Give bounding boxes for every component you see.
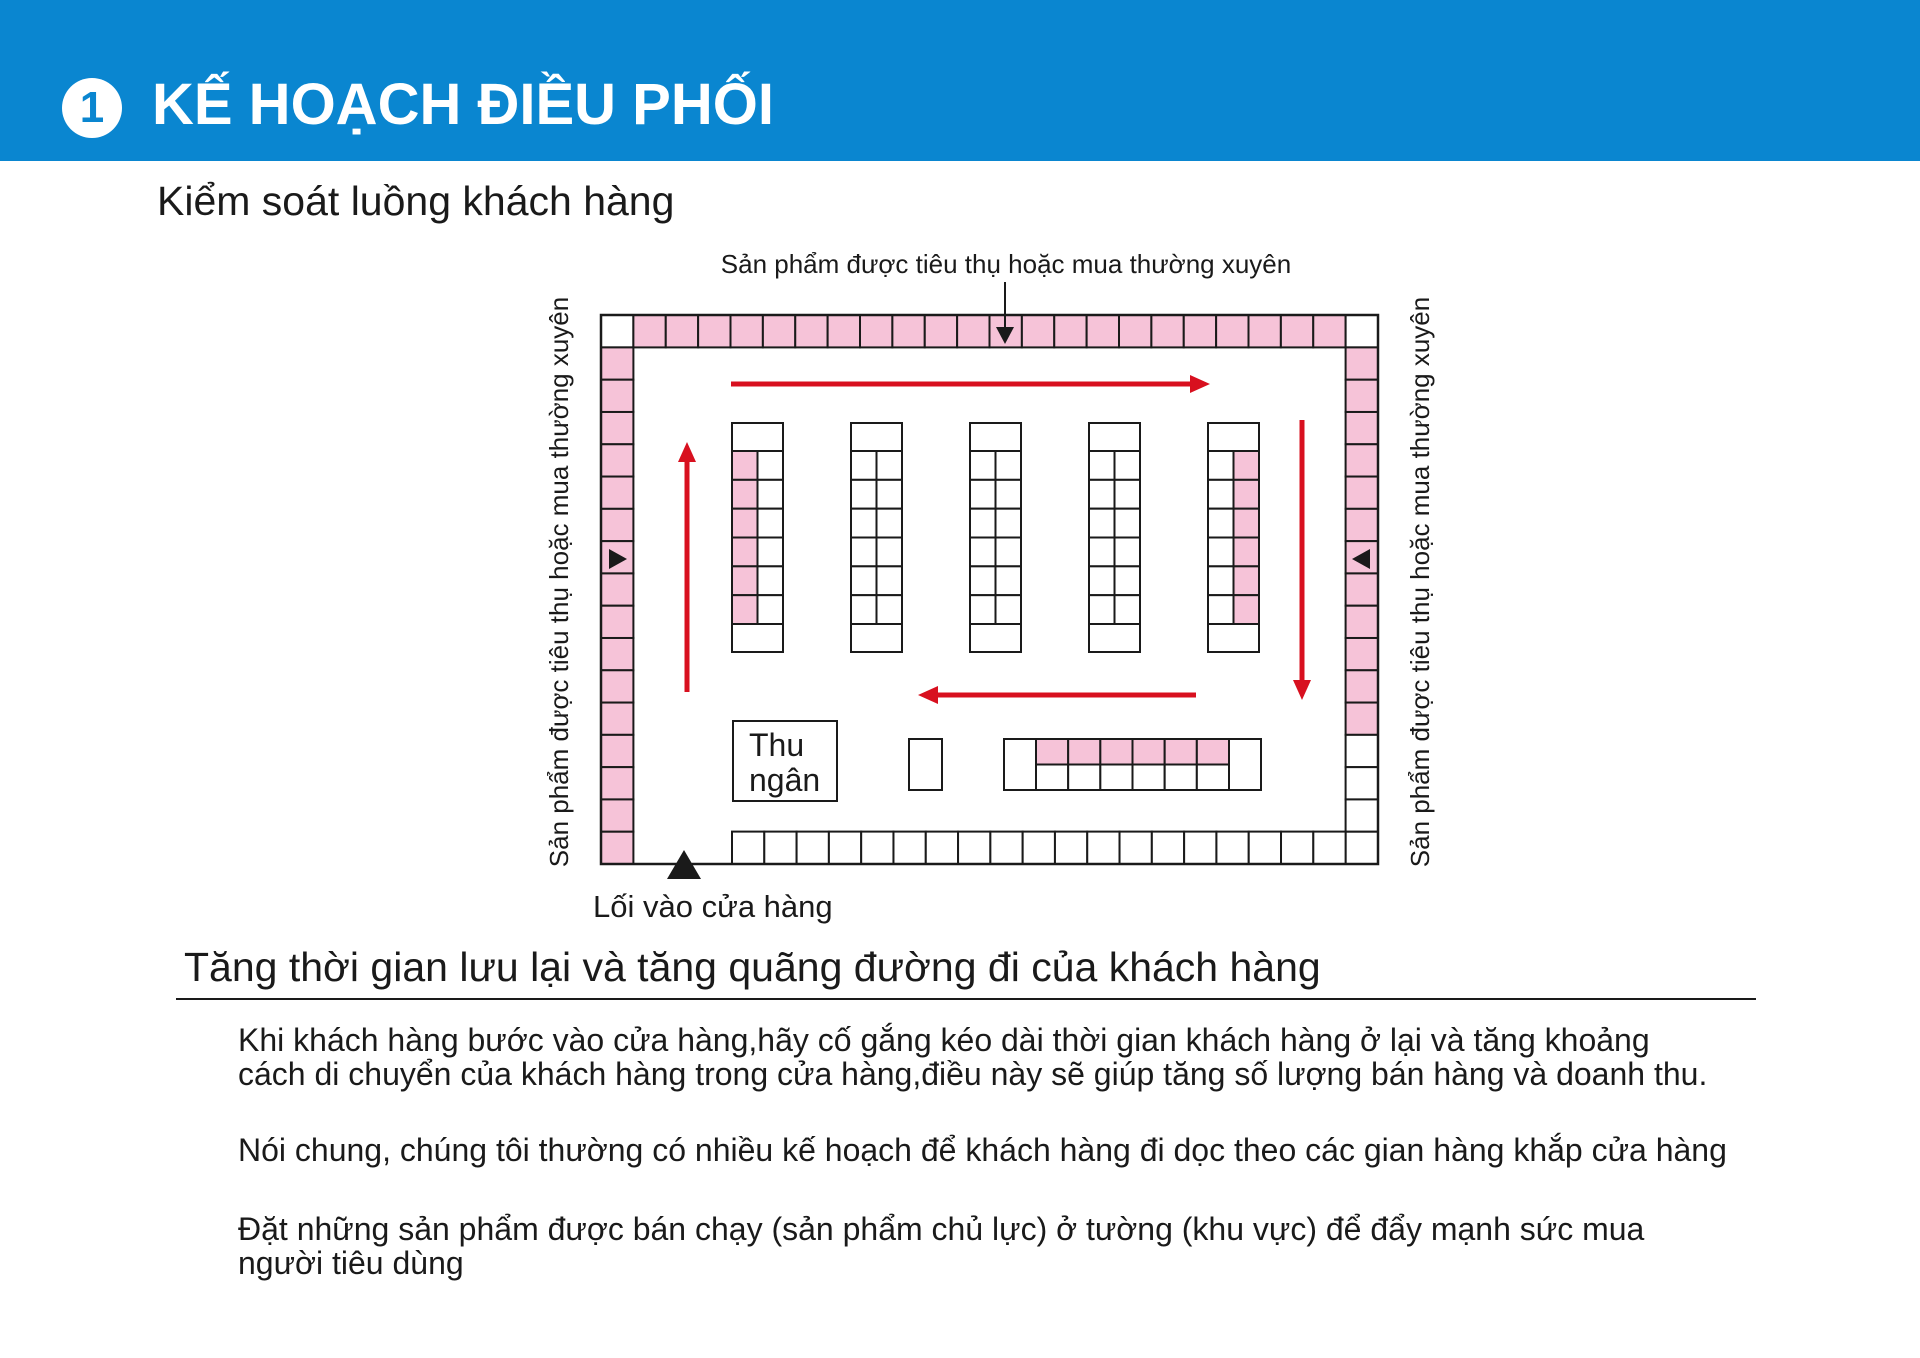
- top-wall-cell: [1119, 315, 1151, 347]
- shelf-cell: [758, 566, 784, 595]
- top-wall-cell: [1022, 315, 1054, 347]
- display-cell: [1036, 739, 1068, 765]
- section2-divider: [176, 998, 1756, 1000]
- section-subtitle: Kiểm soát luồng khách hàng: [157, 178, 675, 224]
- shelf-cell: [1115, 538, 1141, 567]
- bottom-wall-cell: [1184, 832, 1216, 864]
- bottom-wall-cell: [732, 832, 764, 864]
- diagram-right-label: Sản phẩm được tiêu thụ hoặc mua thường xuyên: [1405, 296, 1435, 868]
- bottom-wall-cell: [861, 832, 893, 864]
- bottom-wall-cell: [1055, 832, 1087, 864]
- shelf-cell: [1089, 480, 1115, 509]
- flow-arrow-right-head: [1190, 375, 1210, 393]
- shelf-cell: [1089, 595, 1115, 624]
- top-wall-cell: [860, 315, 892, 347]
- display-cell: [1197, 765, 1229, 791]
- shelf-cell: [877, 595, 903, 624]
- shelf-cell: [1115, 566, 1141, 595]
- right-wall-cell: [1346, 412, 1378, 444]
- bottom-wall-cell: [1313, 832, 1345, 864]
- top-wall-cell: [1184, 315, 1216, 347]
- top-wall-cell: [892, 315, 924, 347]
- left-wall-cell: [601, 670, 633, 702]
- shelf-cell: [877, 566, 903, 595]
- display-cell: [1100, 765, 1132, 791]
- left-wall-cell: [601, 767, 633, 799]
- shelf-cell: [970, 451, 996, 480]
- shelf-cell: [996, 480, 1022, 509]
- paragraph-2-line-1: Nói chung, chúng tôi thường có nhiều kế hoạch để khách hàng đi dọc theo các gian hàng khắp cửa hàng: [238, 1132, 1727, 1168]
- paragraph-1-line-1: Khi khách hàng bước vào cửa hàng,hãy cố gắng kéo dài thời gian khách hàng ở lại và tăng khoảng: [238, 1022, 1650, 1058]
- left-wall-cell: [601, 703, 633, 735]
- shelf-cell: [1115, 595, 1141, 624]
- bottom-wall-cell: [829, 832, 861, 864]
- shelf-cell: [970, 509, 996, 538]
- left-wall-cell: [601, 444, 633, 476]
- top-wall-cell: [1346, 315, 1378, 347]
- top-wall-cell: [666, 315, 698, 347]
- bottom-wall-cell: [1216, 832, 1248, 864]
- shelf-cell: [877, 451, 903, 480]
- top-wall-cell: [1087, 315, 1119, 347]
- shelf-cell: [732, 480, 758, 509]
- right-wall-cell: [1346, 799, 1378, 831]
- shelf-cell: [732, 538, 758, 567]
- left-wall-cell: [601, 412, 633, 444]
- top-wall-cell: [795, 315, 827, 347]
- left-wall-cell: [601, 573, 633, 605]
- cashier-label-line2: ngân: [749, 762, 821, 798]
- shelf-end-cap: [1208, 423, 1259, 451]
- shelf-cell: [851, 451, 877, 480]
- top-wall-cell: [763, 315, 795, 347]
- top-wall-cell: [1151, 315, 1183, 347]
- right-wall-cell: [1346, 670, 1378, 702]
- shelf-cell: [1208, 566, 1234, 595]
- shelf-cell: [732, 566, 758, 595]
- shelf-cell: [1208, 595, 1234, 624]
- shelf-cell: [877, 480, 903, 509]
- shelf-cell: [851, 480, 877, 509]
- shelf-cell: [1089, 566, 1115, 595]
- bottom-wall-cell: [1087, 832, 1119, 864]
- display-cell: [1133, 739, 1165, 765]
- right-wall-cell: [1346, 606, 1378, 638]
- bottom-wall-cell: [990, 832, 1022, 864]
- shelf-cell: [732, 595, 758, 624]
- top-wall-cell: [828, 315, 860, 347]
- left-wall-cell: [601, 799, 633, 831]
- paragraph-3-line-2: người tiêu dùng: [238, 1245, 464, 1281]
- display-cell: [1100, 739, 1132, 765]
- left-wall-cell: [601, 606, 633, 638]
- shelf-cell: [851, 538, 877, 567]
- bottom-wall-cell: [893, 832, 925, 864]
- bottom-wall-cell: [1249, 832, 1281, 864]
- display-cell: [1068, 739, 1100, 765]
- bottom-wall-cell: [958, 832, 990, 864]
- right-wall-cell: [1346, 380, 1378, 412]
- display-cell: [1068, 765, 1100, 791]
- right-wall-cell: [1346, 735, 1378, 767]
- shelf-cell: [1234, 451, 1260, 480]
- shelf-cell: [851, 595, 877, 624]
- shelf-cell: [851, 509, 877, 538]
- shelf-cell: [1208, 509, 1234, 538]
- bottom-wall-cell: [1120, 832, 1152, 864]
- shelf-cell: [996, 451, 1022, 480]
- shelf-cell: [732, 451, 758, 480]
- top-wall-cell: [925, 315, 957, 347]
- bottom-wall-cell: [1281, 832, 1313, 864]
- flow-arrow-up-head: [678, 442, 696, 462]
- shelf-cell: [1234, 538, 1260, 567]
- shelf-cell: [758, 509, 784, 538]
- shelf-cell: [996, 509, 1022, 538]
- right-wall-cell: [1346, 347, 1378, 379]
- paragraph-1-line-2: cách di chuyển của khách hàng trong cửa hàng,điều này sẽ giúp tăng số lượng bán hàng và doanh thu.: [238, 1056, 1708, 1092]
- shelf-cells: [601, 315, 1378, 864]
- right-wall-cell: [1346, 509, 1378, 541]
- display-cell: [1036, 765, 1068, 791]
- shelf-cell: [758, 595, 784, 624]
- display-end-cell: [1229, 739, 1261, 790]
- flow-arrow-down-head: [1293, 680, 1311, 700]
- shelf-cell: [758, 538, 784, 567]
- shelf-end-cap: [970, 624, 1021, 652]
- display-cell: [1165, 765, 1197, 791]
- top-wall-cell: [1313, 315, 1345, 347]
- right-wall-cell: [1346, 444, 1378, 476]
- shelf-cell: [1115, 480, 1141, 509]
- right-wall-cell: [1346, 477, 1378, 509]
- shelf-cell: [1208, 480, 1234, 509]
- section2-title: Tăng thời gian lưu lại và tăng quãng đường đi của khách hàng: [184, 944, 1321, 990]
- shelf-cell: [996, 538, 1022, 567]
- top-wall-cell: [731, 315, 763, 347]
- shelf-cell: [877, 509, 903, 538]
- left-wall-cell: [601, 638, 633, 670]
- paragraph-3: [238, 1212, 1644, 1280]
- shelf-cell: [758, 480, 784, 509]
- display-cell: [1197, 739, 1229, 765]
- display-end-cell: [1004, 739, 1036, 790]
- shelf-end-cap: [732, 624, 783, 652]
- shelf-cell: [1115, 451, 1141, 480]
- top-wall-cell: [601, 315, 633, 347]
- diagram-left-label: Sản phẩm được tiêu thụ hoặc mua thường xuyên: [544, 296, 574, 868]
- left-wall-cell: [601, 509, 633, 541]
- shelf-cell: [1234, 595, 1260, 624]
- shelf-cell: [1208, 451, 1234, 480]
- shelf-cell: [996, 566, 1022, 595]
- shelf-cell: [1089, 451, 1115, 480]
- shelf-end-cap: [1089, 624, 1140, 652]
- shelf-cell: [996, 595, 1022, 624]
- top-wall-cell: [698, 315, 730, 347]
- shelf-cell: [1089, 538, 1115, 567]
- bottom-wall-cell: [1152, 832, 1184, 864]
- section-number-badge: 1: [62, 78, 122, 138]
- left-wall-cell: [601, 477, 633, 509]
- paragraph-1: [238, 1023, 1707, 1091]
- right-wall-cell: [1346, 573, 1378, 605]
- flow-arrow-left-head: [918, 686, 938, 704]
- diagram-top-label: Sản phẩm được tiêu thụ hoặc mua thường xuyên: [720, 249, 1292, 279]
- left-wall-cell: [601, 832, 633, 864]
- shelf-cell: [970, 595, 996, 624]
- left-wall-cell: [601, 380, 633, 412]
- right-wall-cell: [1346, 703, 1378, 735]
- shelf-cell: [877, 538, 903, 567]
- bottom-wall-cell: [764, 832, 796, 864]
- paragraph-3-line-1: Đặt những sản phẩm được bán chạy (sản phẩm chủ lực) ở tường (khu vực) để đẩy mạnh sức mua: [238, 1211, 1645, 1247]
- bottom-wall-cell: [926, 832, 958, 864]
- shelf-cell: [970, 538, 996, 567]
- shelf-cell: [758, 451, 784, 480]
- shelf-end-cap: [1089, 423, 1140, 451]
- shelf-end-cap: [970, 423, 1021, 451]
- counter-box: [909, 739, 942, 790]
- shelf-cell: [1234, 480, 1260, 509]
- shelf-cell: [970, 566, 996, 595]
- shelf-cell: [1089, 509, 1115, 538]
- shelf-cell: [1234, 509, 1260, 538]
- left-wall-cell: [601, 347, 633, 379]
- right-wall-cell: [1346, 832, 1378, 864]
- bottom-wall-cell: [797, 832, 829, 864]
- shelf-cell: [851, 566, 877, 595]
- top-wall-cell: [1054, 315, 1086, 347]
- shelf-cell: [1234, 566, 1260, 595]
- shelf-end-cap: [851, 624, 902, 652]
- cashier-label-line1: Thu: [749, 727, 805, 763]
- shelf-end-cap: [732, 423, 783, 451]
- display-cell: [1165, 739, 1197, 765]
- left-wall-cell: [601, 735, 633, 767]
- page-title: KẾ HOẠCH ĐIỀU PHỐI: [152, 72, 774, 137]
- top-wall-cell: [957, 315, 989, 347]
- bottom-wall-cell: [1023, 832, 1055, 864]
- entrance-label: Lối vào cửa hàng: [593, 889, 833, 924]
- paragraph-2: [238, 1133, 1727, 1167]
- shelf-end-cap: [851, 423, 902, 451]
- right-wall-cell: [1346, 767, 1378, 799]
- top-wall-cell: [633, 315, 665, 347]
- shelf-cell: [1115, 509, 1141, 538]
- shelf-cell: [1208, 538, 1234, 567]
- right-wall-cell: [1346, 638, 1378, 670]
- display-cell: [1133, 765, 1165, 791]
- top-wall-cell: [1216, 315, 1248, 347]
- shelf-cell: [970, 480, 996, 509]
- top-wall-cell: [1249, 315, 1281, 347]
- shelf-end-cap: [1208, 624, 1259, 652]
- top-wall-cell: [1281, 315, 1313, 347]
- shelf-cell: [732, 509, 758, 538]
